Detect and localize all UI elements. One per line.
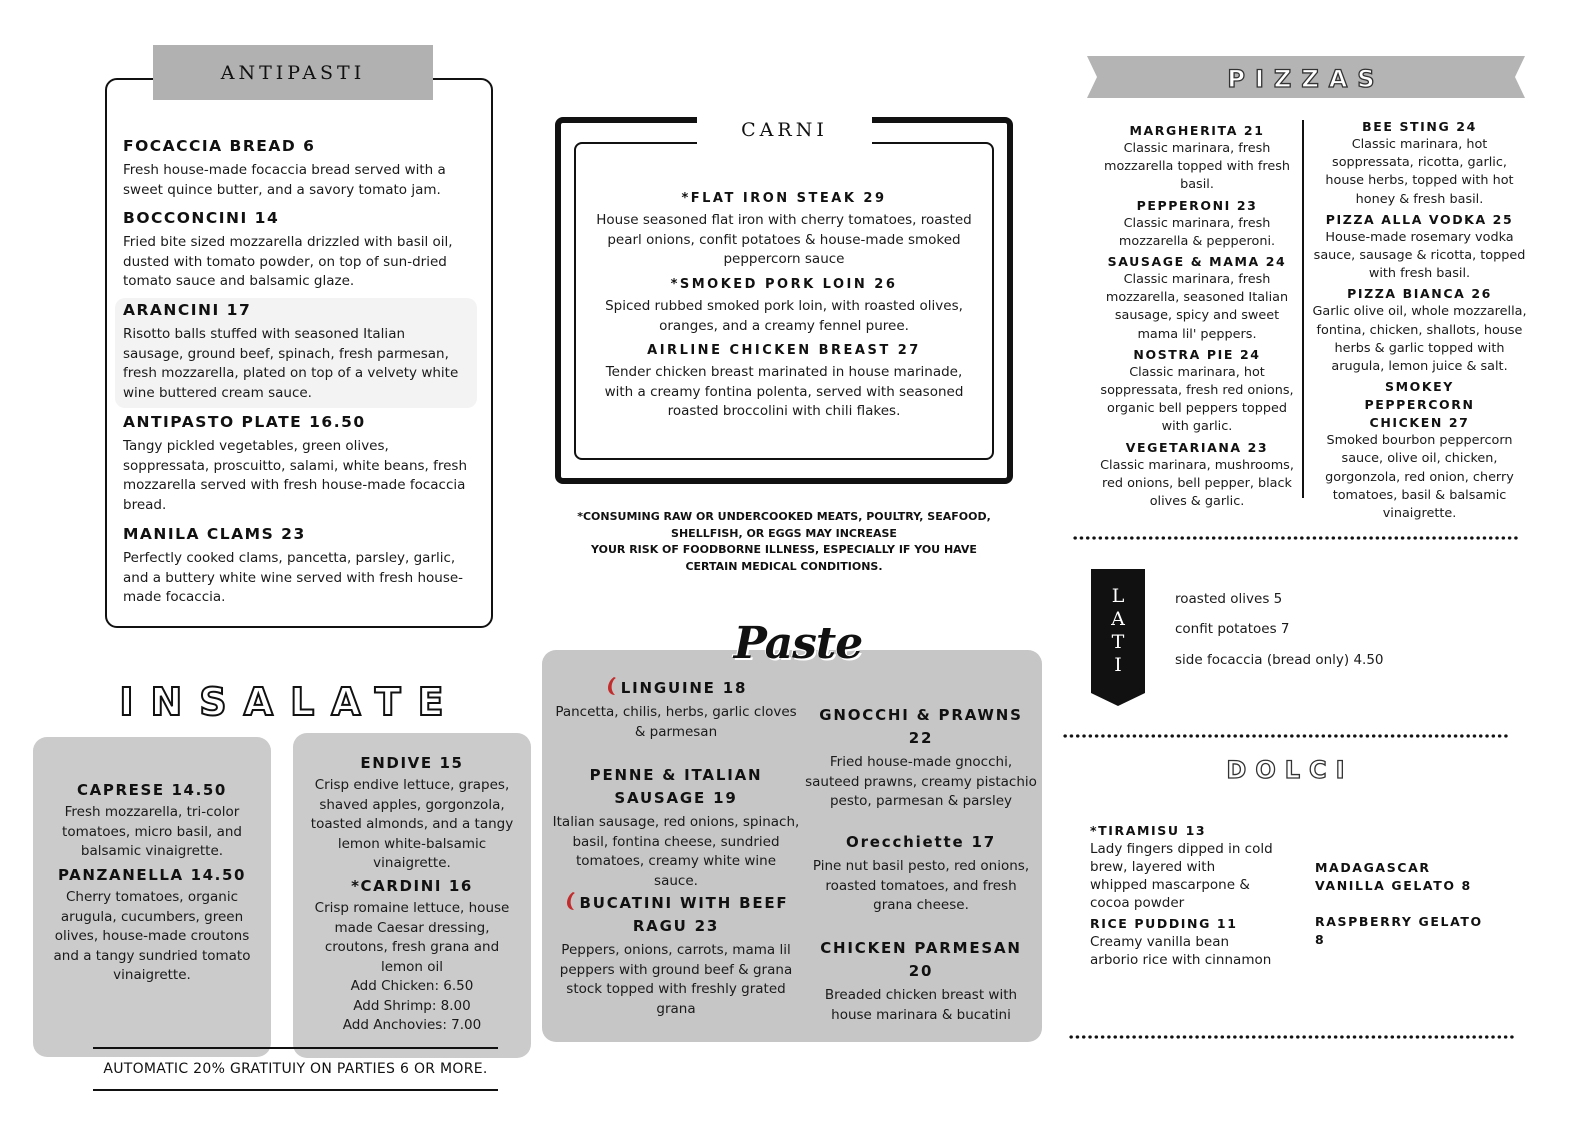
menu-item <box>595 277 973 336</box>
divider <box>93 1047 498 1049</box>
item-description: Tender chicken breast marinated in house marinade, with a creamy fontina polenta, served with seasoned roasted broccolini with chili flakes. <box>604 364 964 419</box>
item-title: MADAGASCAR VANILLA GELATO 8 <box>1315 860 1472 893</box>
item-description: Pancetta, chilis, herbs, garlic cloves & parmesan <box>555 704 797 740</box>
menu-item <box>805 704 1037 812</box>
item-description: Garlic olive oil, whole mozzarella, fontina, chicken, shallots, house herbs & garlic topped with arugula, lemon juice & salt. <box>1312 304 1527 375</box>
item-description: Crisp endive lettuce, grapes, shaved apples, gorgonzola, toasted almonds, and a tangy lemon white-balsamic vinaigrette. <box>310 777 514 871</box>
item-title: *TIRAMISU 13 <box>1090 823 1207 838</box>
carni-heading-box <box>697 110 872 150</box>
item-description: Spiced rubbed smoked pork loin, with roasted olives, oranges, and a creamy fennel puree. <box>605 298 963 334</box>
item-title: RICE PUDDING 11 <box>1090 916 1238 931</box>
antipasti-heading: ANTIPASTI <box>220 61 366 84</box>
menu-item <box>552 891 800 1019</box>
menu-item <box>595 191 973 270</box>
item-title: AIRLINE CHICKEN BREAST 27 <box>647 343 921 358</box>
menu-item <box>123 209 468 292</box>
item-title: PENNE & ITALIAN SAUSAGE 19 <box>589 766 763 807</box>
chili-pepper-icon <box>605 676 617 696</box>
menu-item <box>123 525 468 608</box>
item-description: Risotto balls stuffed with seasoned Italian sausage, ground beef, spinach, fresh parmesan, fresh mozzarella, plated on top of a velvety white wine buttered cream sauce. <box>123 326 459 401</box>
addon-line: Add Chicken: 6.50 <box>350 978 474 994</box>
item-title: GNOCCHI & PRAWNS 22 <box>819 706 1023 747</box>
pizza-column-right <box>1312 118 1527 525</box>
menu-item <box>123 301 468 403</box>
side-item: roasted olives 5 <box>1175 591 1283 607</box>
item-description: Classic marinara, mushrooms, red onions, bell pepper, black olives & garlic. <box>1100 457 1294 510</box>
item-description: House-made rosemary vodka sauce, sausage & ricotta, topped with fresh basil. <box>1313 229 1526 282</box>
item-title: CHICKEN PARMESAN 20 <box>820 939 1022 980</box>
item-description: Peppers, onions, carrots, mama lil peppers with ground beef & grana stock topped with freshly grated grana <box>559 942 793 1017</box>
item-description: Classic marinara, fresh mozzarella & pepperoni. <box>1118 215 1276 249</box>
item-title: PIZZA ALLA VODKA 25 <box>1325 211 1514 227</box>
item-description: Fried house-made gnocchi, sauteed prawns, creamy pistachio pesto, parmesan & parsley <box>805 754 1037 809</box>
item-description: Tangy pickled vegetables, green olives, soppressata, proscuitto, salami, white beans, fresh mozzarella served with fresh house-made focaccia bread. <box>123 438 468 513</box>
menu-item <box>552 676 800 742</box>
item-title: FOCACCIA BREAD 6 <box>123 137 316 155</box>
item-title: SAUSAGE & MAMA 24 <box>1107 254 1287 270</box>
item-title: SMOKEY PEPPERCORN CHICKEN 27 <box>1364 379 1475 431</box>
antipasti-heading-tab <box>153 45 433 100</box>
menu-item <box>552 764 800 891</box>
item-description: Fresh mozzarella, tri-color tomatoes, micro basil, and balsamic vinaigrette. <box>62 804 242 859</box>
divider <box>93 1089 498 1091</box>
pizza-column-left <box>1096 122 1298 513</box>
item-description: Classic marinara, hot soppressata, ricotta, garlic, house herbs, topped with hot honey & fresh basil. <box>1325 137 1514 207</box>
menu-item <box>43 866 261 986</box>
addon-line: Add Anchovies: 7.00 <box>342 1017 482 1033</box>
menu-item <box>303 754 521 874</box>
item-title: BOCCONCINI 14 <box>123 209 280 227</box>
disclaimer-line: YOUR RISK OF FOODBORNE ILLNESS, ESPECIALLY IF YOU HAVE <box>591 543 977 556</box>
item-description: Smoked bourbon peppercorn sauce, olive oil, chicken, gorgonzola, red onion, cherry tomatoes, basil & balsamic vinaigrette. <box>1325 433 1514 522</box>
menu-item <box>805 831 1037 916</box>
item-title: *FLAT IRON STEAK 29 <box>681 191 887 206</box>
menu-item <box>805 937 1037 1025</box>
item-title: CAPRESE 14.50 <box>77 781 227 799</box>
item-title: MARGHERITA 21 <box>1129 123 1265 138</box>
item-description: House seasoned flat iron with cherry tomatoes, roasted pearl onions, confit potatoes & house-made smoked peppercorn sauce <box>596 212 972 267</box>
item-description: Classic marinara, hot soppressata, fresh red onions, organic bell peppers topped with garlic. <box>1100 364 1294 435</box>
dolci-heading: DOLCI <box>1226 756 1354 784</box>
dessert-column-left <box>1090 822 1275 969</box>
item-title: PEPPERONI 23 <box>1136 197 1258 213</box>
disclaimer-line: CERTAIN MEDICAL CONDITIONS. <box>685 559 883 573</box>
lati-heading-letter: I <box>1114 654 1122 676</box>
item-title: VEGETARIANA 23 <box>1125 439 1269 455</box>
menu-item <box>123 137 468 200</box>
item-title: RASPBERRY GELATO 8 <box>1315 914 1483 947</box>
item-description: Pine nut basil pesto, red onions, roasted tomatoes, and fresh grana cheese. <box>812 858 1030 913</box>
item-description: Fried bite sized mozzarella drizzled with basil oil, dusted with tomato powder, on top of sun-dried tomato sauce and balsamic glaze. <box>123 234 453 289</box>
raw-food-disclaimer <box>570 509 998 575</box>
item-title: *CARDINI 16 <box>351 877 473 895</box>
item-description: Classic marinara, fresh mozzarella, seasoned Italian sausage, spicy and sweet mama lil' peppers. <box>1105 272 1289 342</box>
item-title: BUCATINI WITH BEEF RAGU 23 <box>579 894 789 935</box>
item-description: Lady fingers dipped in cold brew, layered with whipped mascarpone & cocoa powder <box>1090 841 1273 911</box>
paste-heading: Paste <box>733 618 863 669</box>
dessert-column-right <box>1315 859 1490 949</box>
item-title: MANILA CLAMS 23 <box>123 525 306 543</box>
item-description: Creamy vanilla bean arborio rice with cinnamon <box>1090 934 1272 968</box>
column-divider <box>1302 120 1304 498</box>
item-title: NOSTRA PIE 24 <box>1133 346 1261 362</box>
item-title: Orecchiette 17 <box>846 833 996 851</box>
menu-item <box>303 877 521 1036</box>
item-description: Breaded chicken breast with house marinara & bucatini <box>824 987 1018 1023</box>
carni-heading: CARNI <box>741 119 828 141</box>
gratuity-notice: AUTOMATIC 20% GRATITUIY ON PARTIES 6 OR MORE. <box>103 1061 488 1077</box>
item-description: Cherry tomatoes, organic arugula, cucumbers, green olives, house-made croutons and a tangy sundried tomato vinaigrette. <box>53 889 251 983</box>
item-title: PIZZA BIANCA 26 <box>1347 286 1492 302</box>
item-description: Classic marinara, fresh mozzarella topped with fresh basil. <box>1104 141 1290 193</box>
lati-heading-letter: T <box>1111 631 1125 653</box>
item-description: Italian sausage, red onions, spinach, basil, fontina cheese, sundried tomatoes, creamy white wine sauce. <box>552 814 800 889</box>
item-description: Crisp romaine lettuce, house made Caesar dressing, croutons, fresh grana and lemon oil <box>314 900 510 975</box>
item-title: ARANCINI 17 <box>123 301 252 319</box>
chili-pepper-icon <box>564 891 576 911</box>
menu-item <box>123 413 468 515</box>
insalate-heading: INSALATE <box>119 680 461 724</box>
item-title: LINGUINE 18 <box>620 679 748 697</box>
item-title: BEE STING 24 <box>1362 119 1477 134</box>
item-description: Fresh house-made focaccia bread served with a sweet quince butter, and a savory tomato jam. <box>123 162 446 198</box>
dotted-divider <box>1068 1035 1516 1039</box>
item-title: ANTIPASTO PLATE 16.50 <box>123 413 366 431</box>
pizzas-heading: PIZZAS <box>1227 65 1385 93</box>
item-title: *SMOKED PORK LOIN 26 <box>670 277 898 292</box>
side-item: side focaccia (bread only) 4.50 <box>1175 652 1384 668</box>
item-title: ENDIVE 15 <box>360 754 464 772</box>
item-title: PANZANELLA 14.50 <box>57 866 247 884</box>
disclaimer-line: SHELLFISH, OR EGGS MAY INCREASE <box>671 526 897 540</box>
addon-line: Add Shrimp: 8.00 <box>353 997 471 1014</box>
side-item: confit potatoes 7 <box>1175 621 1290 637</box>
dotted-divider <box>1062 734 1510 738</box>
lati-heading-letter: L <box>1111 585 1125 607</box>
disclaimer-line: *CONSUMING RAW OR UNDERCOOKED MEATS, POULTRY, SEAFOOD, <box>577 510 991 523</box>
menu-item <box>595 343 973 422</box>
menu-item <box>43 781 261 862</box>
lati-heading-letter: A <box>1111 608 1125 630</box>
lati-heading <box>1091 585 1145 677</box>
item-description: Perfectly cooked clams, pancetta, parsley, garlic, and a buttery white wine served with fresh house-made focaccia. <box>123 550 464 605</box>
dotted-divider <box>1072 536 1520 540</box>
